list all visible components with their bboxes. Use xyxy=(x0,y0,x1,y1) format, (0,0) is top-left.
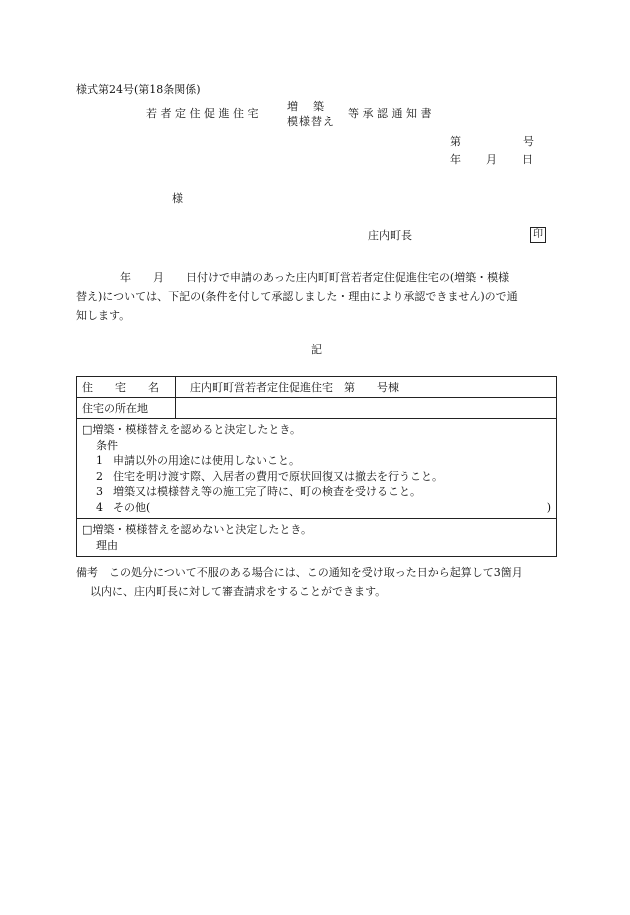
condition-other xyxy=(82,500,551,516)
location-label: 住宅の所在地 xyxy=(77,398,176,419)
housing-name-label: 住 宅 名 xyxy=(77,377,176,398)
document-title-main: 若者定住促進住宅 xyxy=(146,107,262,120)
issuer-name: 庄内町長 xyxy=(368,229,412,242)
details-table xyxy=(76,376,557,557)
condition-item xyxy=(82,453,551,469)
approve-checkbox-heading: □増築・模様替えを認めると決定したとき。 xyxy=(82,423,301,436)
condition-number: 4 xyxy=(96,500,103,514)
condition-item xyxy=(82,469,551,485)
table-row xyxy=(77,519,557,557)
body-line: 年 月 日付けで申請のあった庄内町町営若者定住促進住宅の(増築・模様 xyxy=(76,271,510,284)
approval-section xyxy=(77,419,557,519)
date-day: 日 xyxy=(522,153,533,166)
reason-label: 理由 xyxy=(96,538,118,552)
denial-section xyxy=(77,519,557,557)
condition-other-open: その他( xyxy=(113,500,151,514)
issue-date xyxy=(450,153,533,166)
conditions-label: 条件 xyxy=(96,438,118,452)
body-line: 知します。 xyxy=(76,309,131,322)
condition-item xyxy=(82,484,551,500)
document-title-option-addition: 増 築 xyxy=(287,100,326,113)
location-value xyxy=(176,398,557,419)
condition-number: 2 xyxy=(96,469,103,483)
addressee-suffix: 様 xyxy=(172,192,183,205)
body-paragraph xyxy=(76,268,556,325)
remarks-line: 備考 この処分について不服のある場合には、この通知を受け取った日から起算して3箇月 xyxy=(76,566,523,579)
number-suffix: 号 xyxy=(523,135,534,148)
condition-other-close: ) xyxy=(546,500,551,514)
date-year: 年 xyxy=(450,153,461,166)
deny-checkbox-heading: □増築・模様替えを認めないと決定したとき。 xyxy=(82,523,312,536)
number-prefix: 第 xyxy=(450,135,461,148)
body-line: 替え)については、下記の(条件を付して承認しました・理由により承認できません)ので通 xyxy=(76,290,518,303)
remarks-line: 以内に、庄内町長に対して審査請求をすることができます。 xyxy=(90,585,387,598)
table-row xyxy=(77,419,557,519)
table-row xyxy=(77,377,557,398)
table-row xyxy=(77,398,557,419)
condition-number: 1 xyxy=(96,454,103,467)
document-title-suffix: 等承認通知書 xyxy=(348,107,435,120)
condition-text: 住宅を明け渡す際、入居者の費用で原状回復又は撤去を行うこと。 xyxy=(113,469,443,483)
form-number: 様式第24号(第18条関係) xyxy=(76,83,201,96)
housing-name-value: 庄内町町営若者定住促進住宅 第 号棟 xyxy=(176,377,557,398)
document-title-option-remodel: 模様替え xyxy=(287,115,335,128)
document-number xyxy=(450,135,534,148)
condition-text: 申請以外の用途には使用しないこと。 xyxy=(113,454,300,467)
condition-number: 3 xyxy=(96,485,103,498)
remarks-note xyxy=(76,563,556,601)
condition-text: 増築又は模様替え等の施工完了時に、町の検査を受けること。 xyxy=(113,485,421,498)
date-month: 月 xyxy=(486,153,497,166)
ki-heading: 記 xyxy=(311,343,322,356)
seal-mark: 印 xyxy=(530,227,546,243)
